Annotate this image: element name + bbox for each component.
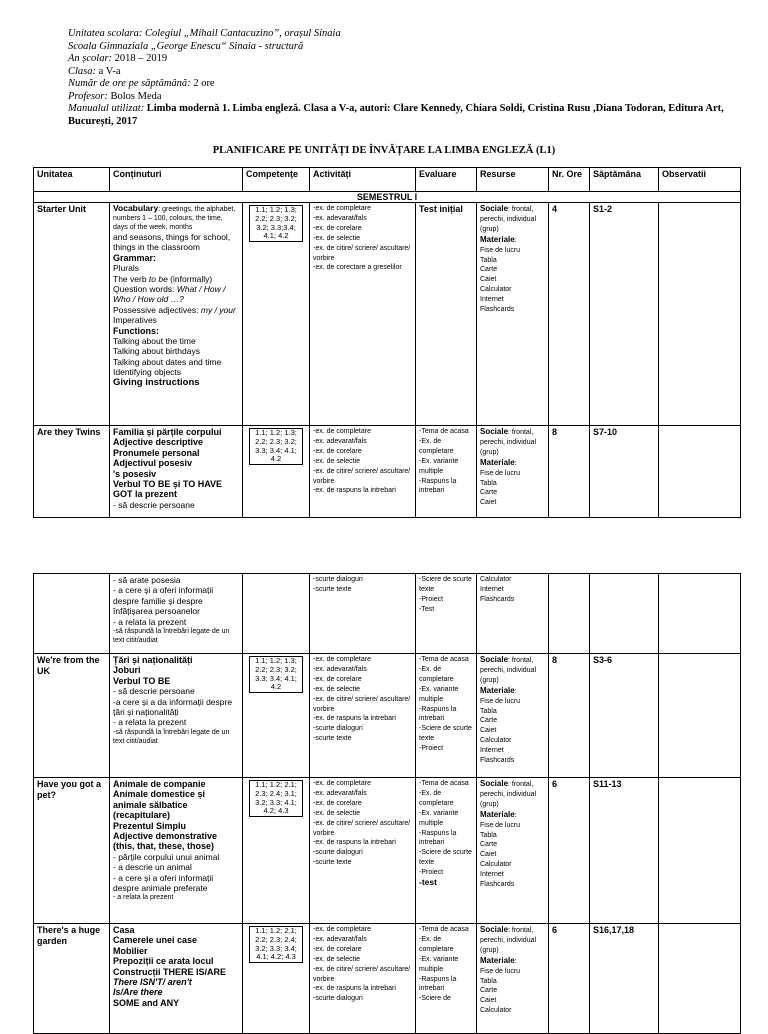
week-cell: S3-6 xyxy=(590,654,659,778)
week-cell: S11-13 xyxy=(590,778,659,924)
resources-cell: Calculator Internet Flashcards xyxy=(477,574,549,654)
competences-cell: 1.1; 1.2; 2.1; 2.2; 2.3; 2.4; 3.2; 3.3; 3.4; 4.1; 4.2; 4.3 xyxy=(243,924,310,1034)
document-header xyxy=(68,28,758,128)
manual-line: Manualul utilizat: Limba modernă 1. Limba engleză. Clasa a V-a, autori: Clare Kennedy, Chiara Soldi, Cristina Rusu ,Diana Todoran, Editura Art, București, 2017 xyxy=(68,103,724,127)
activities-cell: -ex. de completare -ex. adevarat/fals -ex. de corelare -ex. de selectie -ex. de citire/ scriere/ ascultare/ vorbire -ex. de raspuns la intrebari -scurte dialoguri -scurte texte xyxy=(310,654,416,778)
content-cell: Țări și naționalități Joburi Verbul TO BE - să descrie persoane -a cere și a da informații despre țări și naționalități - a relata la prezent -să răspundă la întrebări legate de un text citit/audiat xyxy=(110,654,243,778)
table-row xyxy=(34,654,741,778)
resources-cell: Sociale: frontal, perechi, individual (grup) Materiale: Fise de lucru Tabla Carte Caiet Calculator Internet Flashcards xyxy=(477,778,549,924)
activities-cell: -ex. de completare -ex. adevarat/fals -ex. de corelare -ex. de selectie -ex. de citire/ scriere/ ascultare/ vorbire -ex. de raspuns la intrebari xyxy=(310,426,416,518)
col-evaluation: Evaluare xyxy=(416,168,477,192)
competences-cell: 1.1; 1.2; 1.3; 2.2; 2.3; 3.2; 3.2; 3.3;3.4; 4.1; 4.2 xyxy=(243,203,310,426)
notes-cell xyxy=(659,778,741,924)
col-week: Săptămâna xyxy=(590,168,659,192)
table-row xyxy=(34,574,741,654)
evaluation-cell: -Tema de acasa -Ex. de completare -Ex. variante multiple -Raspuns la intrebari -Sciere de scurte texte -Proiect xyxy=(416,654,477,778)
content-cell: - să arate posesia - a cere și a oferi informații despre familie și despre înfățișarea persoanelor - a relata la prezent -să răspundă la întrebări legate de un text citit/audiat xyxy=(110,574,243,654)
evaluation-cell: -Tema de acasa -Ex. de completare -Ex. variante multiple -Raspuns la intrebari -Sciere de scurte texte -Proiect -test xyxy=(416,778,477,924)
notes-cell xyxy=(659,924,741,1034)
unit-cell xyxy=(34,574,110,654)
semester-row: SEMESTRUL I xyxy=(34,192,741,203)
col-hours: Nr. Ore xyxy=(549,168,590,192)
week-cell xyxy=(590,574,659,654)
resources-cell: Sociale: frontal, perechi, individual (grup) Materiale: Fise de lucru Tabla Carte Caiet xyxy=(477,426,549,518)
plan-title: PLANIFICARE PE UNITĂȚI DE ÎNVĂȚARE LA LIMBA ENGLEZĂ (L1) xyxy=(212,145,556,156)
table-row xyxy=(34,924,741,1034)
col-content: Conținuturi xyxy=(110,168,243,192)
hours-cell: 6 xyxy=(549,924,590,1034)
hours-cell: 4 xyxy=(549,203,590,426)
teacher-line: Profesor: Bolos Meda xyxy=(68,90,162,102)
notes-cell xyxy=(659,574,741,654)
school-line: Unitatea scolara: Colegiul „Mihail Cantacuzino”, orașul Sinaia xyxy=(68,28,341,39)
competences-cell: 1.1; 1.2; 1.3; 2.2; 2.3; 3.2; 3.3; 3.4; 4.1; 4.2 xyxy=(243,654,310,778)
class-line: Clasa: a V-a xyxy=(68,65,121,77)
col-unit: Unitatea xyxy=(34,168,110,192)
activities-cell: -ex. de completare -ex. adevarat/fals -ex. de corelare -ex. de selectie -ex. de citire/ scriere/ ascultare/ vorbire -ex. de raspuns la intrebari -scurte dialoguri -scurte texte xyxy=(310,778,416,924)
evaluation-cell: -Sciere de scurte texte -Proiect -Test xyxy=(416,574,477,654)
week-cell: S16,17,18 xyxy=(590,924,659,1034)
unit-cell: There's a huge garden xyxy=(34,924,110,1034)
table-row xyxy=(34,203,741,426)
resources-cell: Sociale: frontal, perechi, individual (grup) Materiale: Fise de lucru Tabla Carte Caiet Calculator Internet Flashcards xyxy=(477,203,549,426)
year-line: An școlar: 2018 – 2019 xyxy=(68,53,168,64)
content-cell: Vocabulary: greetings, the alphabet, numbers 1 – 100, colours, the time, days of the week, months and seasons, things for school, things in the classroom Grammar: Plurals The verb to be (informally) Question words: What / How / Who / How old …? Possessive adjectives: my / your Imperatives Functions: Talking about the time Talking about birthdays Talking about dates and time Identifying objects Giving instructions xyxy=(110,203,243,426)
hours-cell: 6 xyxy=(549,778,590,924)
activities-cell: -ex. de completare -ex. adevarat/fals -ex. de corelare -ex. de selectie -ex. de citire/ scriere/ ascultare/ vorbire -ex. de raspuns la intrebari -scurte dialoguri xyxy=(310,924,416,1034)
plan-table-1 xyxy=(33,167,741,518)
competences-cell: 1.1; 1.2; 1.3; 2.2; 2.3; 3.2; 3.3; 3.4; 4.1; 4.2 xyxy=(243,426,310,518)
col-resources: Resurse xyxy=(477,168,549,192)
hours-cell: 8 xyxy=(549,654,590,778)
hours-line: Număr de ore pe săptămână: 2 ore xyxy=(68,78,215,89)
evaluation-cell: Test inițial xyxy=(416,203,477,426)
unit-cell: Have you got a pet? xyxy=(34,778,110,924)
competences-cell xyxy=(243,574,310,654)
week-cell: S7-10 xyxy=(590,426,659,518)
plan-table-2 xyxy=(33,573,741,1034)
resources-cell: Sociale: frontal, perechi, individual (grup) Materiale: Fise de lucru Tabla Carte Caiet Calculator Internet Flashcards xyxy=(477,654,549,778)
col-competences: Competențe xyxy=(243,168,310,192)
competences-cell: 1.1; 1.2; 2.1; 2.3; 2.4; 3.1; 3.2; 3.3; 4.1; 4.2; 4.3 xyxy=(243,778,310,924)
col-notes: Observatii xyxy=(659,168,741,192)
notes-cell xyxy=(659,203,741,426)
table-header-row xyxy=(34,168,741,192)
col-activities: Activități xyxy=(310,168,416,192)
unit-cell: Are they Twins xyxy=(34,426,110,518)
evaluation-cell: -Tema de acasa -Ex. de completare -Ex. variante multiple -Raspuns la intrebari -Sciere de xyxy=(416,924,477,1034)
evaluation-cell: -Tema de acasa -Ex. de completare -Ex. variante multiple -Raspuns la intrebari xyxy=(416,426,477,518)
resources-cell: Sociale: frontal, perechi, individual (grup) Materiale: Fise de lucru Tabla Carte Caiet Calculator xyxy=(477,924,549,1034)
unit-cell: We're from the UK xyxy=(34,654,110,778)
content-cell: Familia și părțile corpului Adjective descriptive Pronumele personal Adjectivul posesiv 's posesiv Verbul TO BE și TO HAVE GOT la prezent - să descrie persoane xyxy=(110,426,243,518)
week-cell: S1-2 xyxy=(590,203,659,426)
notes-cell xyxy=(659,654,741,778)
table-row xyxy=(34,778,741,924)
notes-cell xyxy=(659,426,741,518)
table-row xyxy=(34,426,741,518)
hours-cell xyxy=(549,574,590,654)
unit-cell: Starter Unit xyxy=(34,203,110,426)
school2-line: Scoala Gimnaziala „George Enescu“ Sinaia - structură xyxy=(68,40,304,52)
activities-cell: -scurte dialoguri -scurte texte xyxy=(310,574,416,654)
content-cell: Casa Camerele unei case Mobilier Prepoziții ce arata locul Construcții THERE IS/ARE There ISN'T/ aren't Is/Are there SOME and ANY xyxy=(110,924,243,1034)
hours-cell: 8 xyxy=(549,426,590,518)
content-cell: Animale de companie Animale domestice și animale sălbatice (recapitulare) Prezentul Simplu Adjective demonstrative (this, that, these, those) - părțile corpului unui animal - a descrie un animal - a cere și a oferi informații despre animale preferate - a relata la prezent xyxy=(110,778,243,924)
activities-cell: -ex. de completare -ex. adevarat/fals -ex. de corelare -ex. de selectie -ex. de citire/ scriere/ ascultare/ vorbire -ex. de corectare a greselilor xyxy=(310,203,416,426)
